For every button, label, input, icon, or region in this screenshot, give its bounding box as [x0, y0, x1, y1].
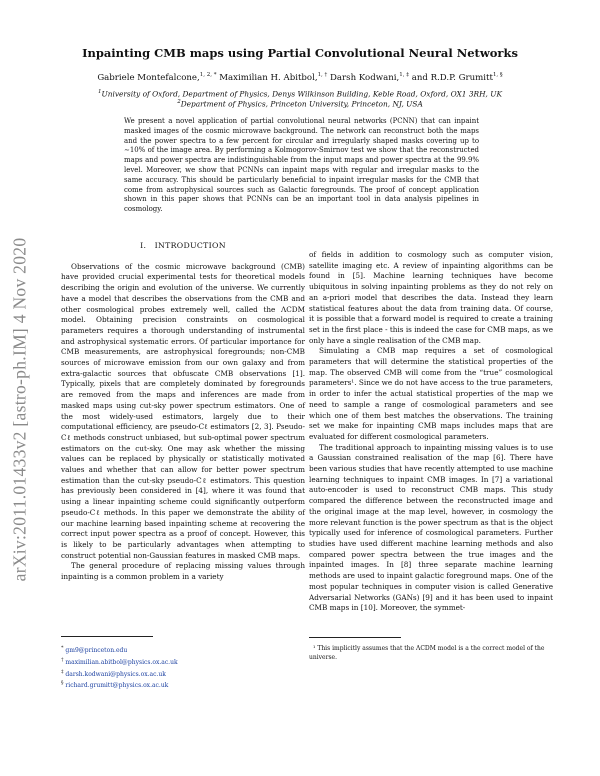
email-link[interactable]: darsh.kodwani@physics.ox.ac.uk [65, 670, 166, 678]
body-paragraph: Observations of the cosmic microwave background (CMB) have provided crucial experimental tests for theoretical models describing the origin and evolution of the universe. We currently have a model that describes the observations from the CMB and other cosmological probes extremely well, called the ΛCDM model. Obtaining precision constraints on cosmological parameters requires a thorough understanding of instrumental and astrophysical systematic errors. Of particular importance for CMB measurements, are astrophysical foregrounds; non-CMB sources of microwave emission from our own galaxy and from extra-galactic sources that obfuscate CMB observations [1]. Typically, pixels that are completely dominated by foregrounds are removed from the maps and inferences are made from masked maps using cut-sky power spectrum estimators. One of the most widely-used estimators, largely due to their computational efficiency, are pseudo-Cℓ estimators [2, 3]. Pseudo-Cℓ methods construct unbiased, but sub-optimal power spectrum estimators on the cut-sky. One may ask whether the missing values can be replaced by physically or statistically motivated values and whether that can allow for better power spectrum estimation than the cut-sky pseudo-Cℓ estimators. This question has previously been considered in [4], where it was found that using a linear inpainting scheme could significantly outperform pseudo-Cℓ methods. In this paper we demonstrate the ability of our machine learning based inpainting scheme at recovering the correct input power spectra as a proof of concept. However, this is likely to be particularly advantages when attempting to construct potential non-Gaussian features in masked CMB maps. [61, 261, 305, 560]
footnote-mark: * [61, 645, 64, 651]
email-link[interactable]: gm9@princeton.edu [65, 647, 128, 654]
footnote-email[interactable] [61, 644, 305, 656]
arxiv-identifier-stamp [6, 224, 34, 594]
body-paragraph: The traditional approach to inpainting missing values is to use a Gaussian constrained realisation of the map [6]. There have been various studies that have recently attempted to use machine learning techniques to inpaint CMB images. In [7] a variational auto-encoder is used to reconstruct CMB maps. This study compared the difference between the reconstructed image and the original image at the map level, however, in cosmology the more relevant function is the power spectrum as that is the object typically used for inference of cosmological parameters. Further studies have used different machine learning methods and also compared power spectra between the true images and the inpainted images. In [8] three separate machine learning methods are used to inpaint galactic foreground maps. One of the most popular techniques in computer vision is called Generative Adversarial Networks (GANs) [9] and it has been used to inpaint CMB maps in [10]. Moreover, the symmet- [309, 442, 553, 613]
text-footnotes [309, 637, 553, 662]
right-column [309, 250, 553, 614]
body-paragraph: Simulating a CMB map requires a set of cosmological parameters that will determine the statistical properties of the map. The observed CMB will come from the “true” cosmological parameters¹. Since we do not have access to the true parameters, in order to infer the actual statistical properties of the map we need to sample a range of cosmological parameters and see which one of them best matches the observations. The training set we make for inpainting CMB maps includes maps that are evaluated for different cosmological parameters. [309, 346, 553, 441]
section-heading [61, 241, 305, 252]
section-title: INTRODUCTION [154, 241, 226, 250]
affiliation-mark: 1 [98, 89, 102, 95]
footnote-email[interactable] [61, 679, 305, 691]
affiliation-text: University of Oxford, Department of Physics, Denys Wilkinson Building, Keble Road, Oxford, OX1 3RH, UK [101, 89, 502, 99]
footnote-text: ¹ This implicitly assumes that the ΛCDM model is a the correct model of the universe. [309, 645, 545, 661]
author-name: and R.D.P. Grumitt [411, 72, 493, 83]
footnote-rule [309, 637, 401, 638]
affiliation [60, 99, 540, 108]
footnote-mark: ‡ [61, 668, 64, 675]
author-marks: 1, † [317, 72, 328, 78]
affiliation-text: Department of Physics, Princeton University, Princeton, NJ, USA [180, 99, 423, 109]
section-number: I. [140, 241, 147, 250]
arxiv-id: arXiv:2011.01433v2 [astro-ph.IM] 4 Nov 2020 [9, 237, 30, 581]
footnote-email[interactable] [61, 656, 305, 668]
author-name: Gabriele Montefalcone, [97, 72, 200, 83]
affiliation-mark: 2 [177, 99, 181, 105]
email-link[interactable]: richard.grumitt@physics.ox.ac.uk [65, 682, 169, 690]
abstract: We present a novel application of partial convolutional neural networks (PCNN) that can inpaint masked images of the cosmic microwave background. The network can reconstruct both the maps and the power spectra to a few percent for circular and irregularly shaped masks covering up to ∼10% of the image area. By performing a Kolmogorov-Smirnov test we show that the reconstructed maps and power spectra are indistinguishable from the input maps and power spectra at the 99.9% level. Moreover, we show that PCNNs can inpaint maps with regular and irregular masks to the same accuracy. This should be particularly beneficial to inpaint irregular masks for the CMB that come from astrophysical sources such as Galactic foregrounds. The proof of concept application shown in this paper shows that PCNNs can be an important tool in data analysis pipelines in cosmology. [124, 117, 479, 214]
author-list [60, 72, 540, 83]
author-marks: 1, § [492, 72, 503, 78]
body-paragraph: The general procedure of replacing missing values through inpainting is a common problem in a variety [61, 561, 305, 582]
footnote-email[interactable] [61, 668, 305, 680]
author-marks: 1, 2, * [199, 72, 217, 78]
affiliation [60, 89, 540, 98]
author-footnotes [61, 636, 305, 691]
paper-title: Inpainting CMB maps using Partial Convolutional Neural Networks [82, 46, 518, 60]
email-link[interactable]: maximilian.abitbol@physics.ox.ac.uk [65, 658, 178, 666]
author-name: Darsh Kodwani, [330, 72, 400, 83]
footnote-mark: † [61, 656, 64, 663]
author-marks: 1, ‡ [399, 72, 409, 78]
author-name: Maximilian H. Abitbol, [219, 72, 318, 83]
left-column [61, 241, 305, 583]
footnote-mark: § [61, 680, 64, 687]
body-paragraph: of fields in addition to cosmology such as computer vision, satellite imaging etc. A review of inpainting algorithms can be found in [5]. Machine learning techniques have become ubiquitous in solving inpainting problems as they do not rely on an a-priori model that describes the data. Instead they learn statistical features about the data from training data. Of course, it is possible that a forward model is required to create a training set in the first place - this is indeed the case for CMB maps, as we only have a single realisation of the CMB map. [309, 250, 553, 345]
footnote-rule [61, 636, 153, 637]
